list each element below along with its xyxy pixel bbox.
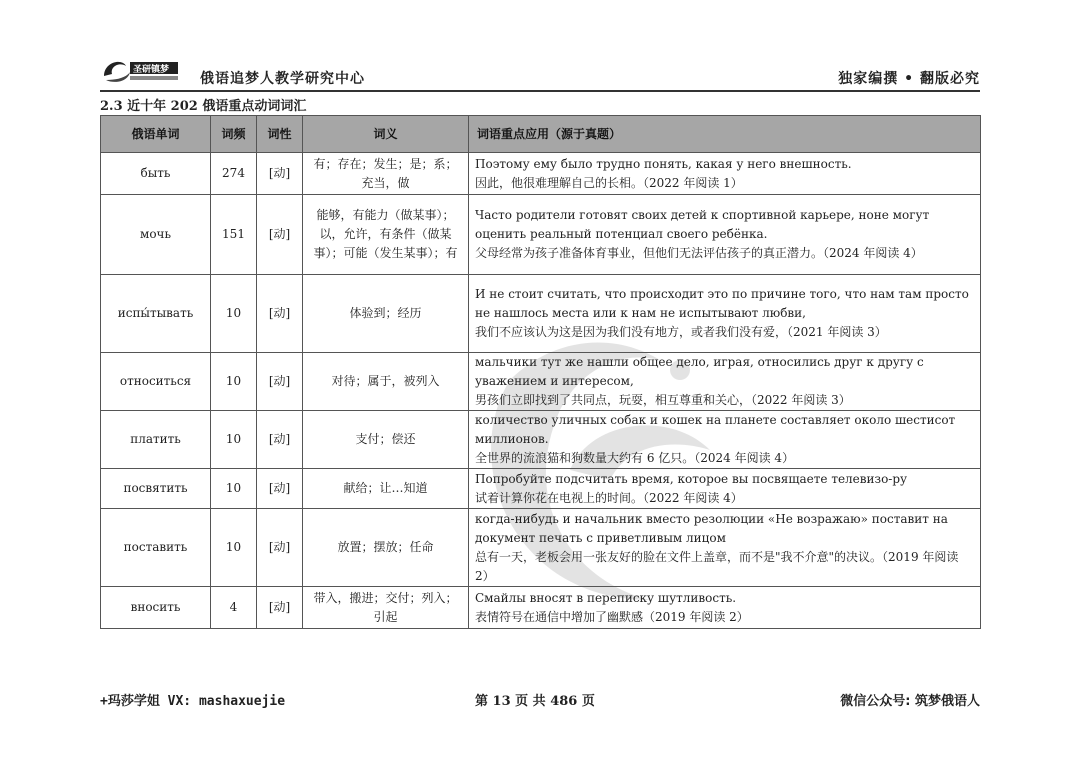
freq-cell: 151: [211, 195, 257, 275]
table-row: [101, 587, 981, 629]
usage-cell: [469, 353, 981, 411]
meaning-cell: 体验到；经历: [303, 275, 469, 353]
word-cell: быть: [101, 153, 211, 195]
word-cell: вносить: [101, 587, 211, 629]
table-row: [101, 153, 981, 195]
usage-russian: Часто родители готовят своих детей к спортивной карьере, ноне могут оценить реальный потенциал своего ребёнка.: [475, 208, 930, 241]
usage-cell: [469, 411, 981, 469]
meaning-cell: 对待；属于，被列入: [303, 353, 469, 411]
meaning-cell: 支付；偿还: [303, 411, 469, 469]
table-row: [101, 509, 981, 587]
pos-cell: [动]: [257, 275, 303, 353]
table-row: [101, 353, 981, 411]
meaning-cell: 放置；摆放；任命: [303, 509, 469, 587]
column-header: 词频: [211, 116, 257, 153]
pos-cell: [动]: [257, 469, 303, 509]
table-row: [101, 469, 981, 509]
footer-wechat: 微信公众号: 筑梦俄语人: [840, 694, 980, 709]
footer-contact: +玛莎学姐 VX: mashaxuejie: [100, 694, 286, 709]
section-title: 2.3 近十年 202 俄语重点动词词汇: [100, 99, 307, 114]
pos-cell: [动]: [257, 153, 303, 195]
freq-cell: 4: [211, 587, 257, 629]
usage-russian: Попробуйте подсчитать время, которое вы посвящаете телевизо-ру: [475, 471, 908, 486]
meaning-cell: 带入，搬进；交付；列入；引起: [303, 587, 469, 629]
column-header: 俄语单词: [101, 116, 211, 153]
pos-cell: [动]: [257, 509, 303, 587]
pos-cell: [动]: [257, 195, 303, 275]
pos-cell: [动]: [257, 411, 303, 469]
freq-cell: 274: [211, 153, 257, 195]
usage-cell: [469, 469, 981, 509]
pos-cell: [动]: [257, 353, 303, 411]
table-row: [101, 195, 981, 275]
freq-cell: 10: [211, 469, 257, 509]
table-row: [101, 411, 981, 469]
usage-chinese: 全世界的流浪猫和狗数量大约有 6 亿只。（2024 年阅读 4）: [475, 451, 795, 465]
usage-chinese: 我们不应该认为这是因为我们没有地方，或者我们没有爱，（2021 年阅读 3）: [475, 325, 887, 339]
copyright-note: 独家编撰 • 翻版必究: [838, 71, 980, 87]
center-title: 俄语追梦人教学研究中心: [200, 71, 365, 87]
usage-cell: [469, 153, 981, 195]
usage-chinese: 总有一天，老板会用一张友好的脸在文件上盖章，而不是"我不介意"的决议。（2019 年阅读 2）: [475, 549, 959, 583]
usage-chinese: 因此，他很难理解自己的长相。（2022 年阅读 1）: [475, 175, 743, 190]
usage-chinese: 男孩们立即找到了共同点，玩耍，相互尊重和关心，（2022 年阅读 3）: [475, 393, 851, 407]
column-header: 词性: [257, 116, 303, 153]
usage-russian: Смайлы вносят в переписку шутливость.: [475, 590, 737, 605]
page-number: 第 13 页 共 486 页: [475, 694, 595, 709]
table-row: [101, 275, 981, 353]
word-cell: поставить: [101, 509, 211, 587]
svg-text:圣研镇梦: 圣研镇梦: [133, 65, 170, 75]
usage-russian: Поэтому ему было трудно понять, какая у него внешность.: [475, 156, 852, 171]
word-cell: платить: [101, 411, 211, 469]
usage-chinese: 表情符号在通信中增加了幽默感（2019 年阅读 2）: [475, 609, 749, 624]
usage-cell: [469, 509, 981, 587]
usage-chinese: 父母经常为孩子准备体育事业，但他们无法评估孩子的真正潜力。（2024 年阅读 4）: [475, 246, 923, 260]
usage-russian: И не стоит считать, что происходит это по причине того, что нам там просто не нашлось места или к нам не испытывают любви,: [475, 287, 969, 320]
usage-cell: [469, 275, 981, 353]
word-cell: относиться: [101, 353, 211, 411]
vocab-table: [100, 115, 981, 629]
word-cell: испы́тывать: [101, 275, 211, 353]
meaning-cell: 献给；让…知道: [303, 469, 469, 509]
column-header: 词语重点应用（源于真题）: [469, 116, 981, 153]
usage-cell: [469, 587, 981, 629]
usage-cell: [469, 195, 981, 275]
meaning-cell: 有；存在；发生；是；系；充当，做: [303, 153, 469, 195]
pos-cell: [动]: [257, 587, 303, 629]
word-cell: посвятить: [101, 469, 211, 509]
meaning-cell: 能够，有能力（做某事）；以，允许，有条件（做某事）；可能（发生某事）；有: [303, 195, 469, 275]
freq-cell: 10: [211, 275, 257, 353]
column-header: 词义: [303, 116, 469, 153]
usage-russian: мальчики тут же нашли общее дело, играя, относились друг к другу с уважением и интересом,: [475, 355, 924, 388]
brand-logo-icon: [100, 54, 180, 86]
usage-russian: когда-нибудь и начальник вместо резолюции «Не возражаю» поставит на документ печать с приветливым лицом: [475, 511, 948, 545]
page-footer: [100, 690, 980, 710]
word-cell: мочь: [101, 195, 211, 275]
table-header-row: [101, 116, 981, 153]
usage-russian: количество уличных собак и кошек на планете составляет около шестисот миллионов.: [475, 413, 956, 446]
page-header: [100, 52, 980, 92]
freq-cell: 10: [211, 411, 257, 469]
usage-chinese: 试着计算你花在电视上的时间。（2022 年阅读 4）: [475, 490, 743, 505]
freq-cell: 10: [211, 353, 257, 411]
freq-cell: 10: [211, 509, 257, 587]
